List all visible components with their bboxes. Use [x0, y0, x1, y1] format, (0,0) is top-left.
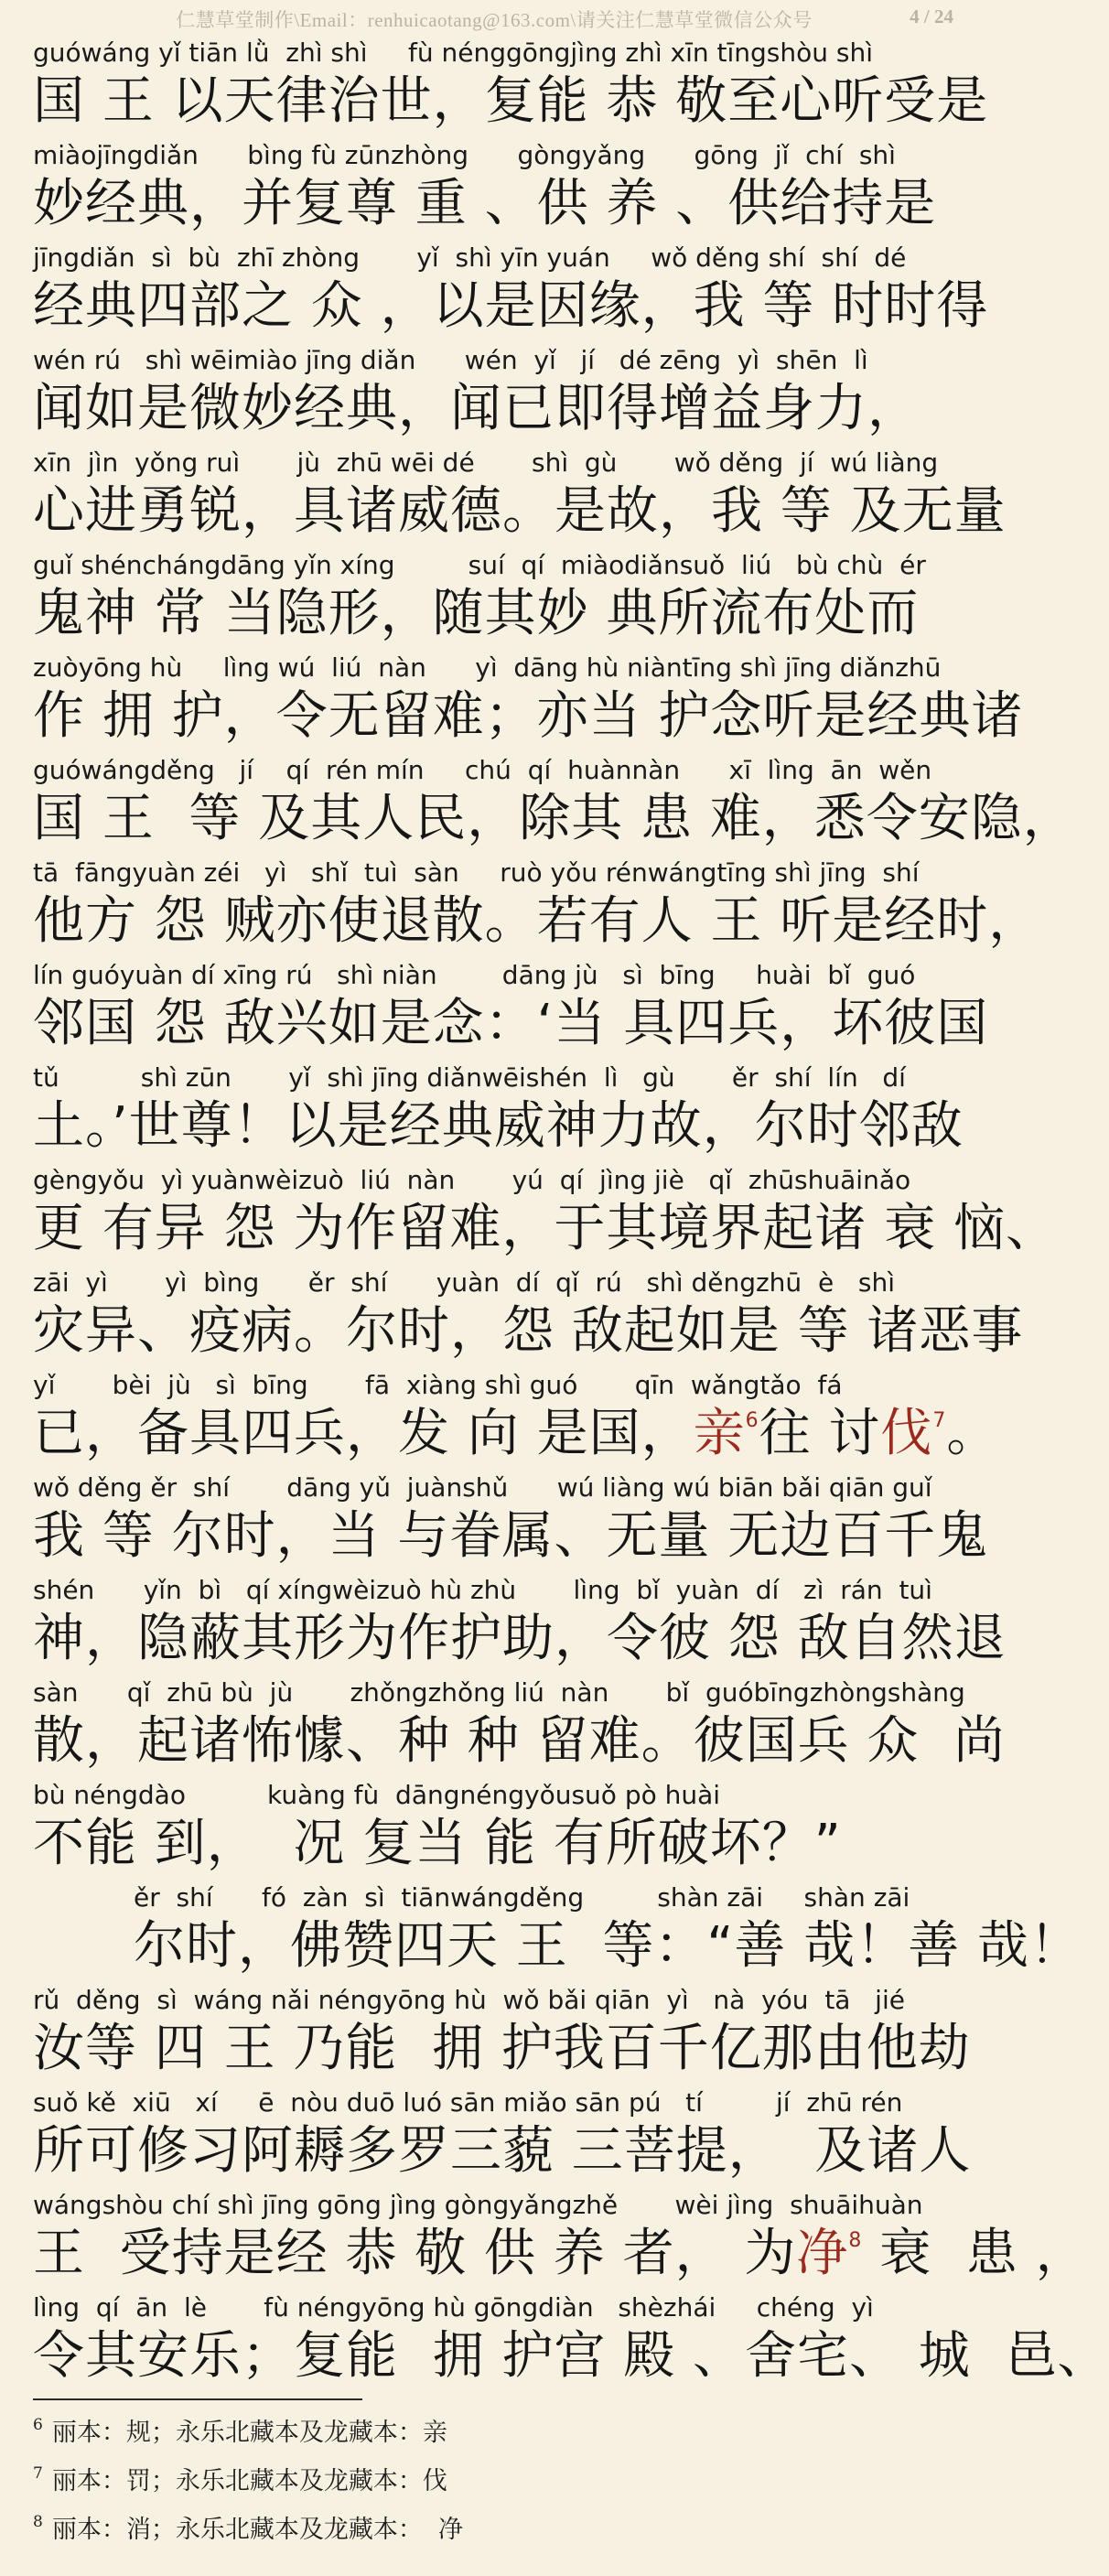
text-line	[33, 1164, 1059, 1266]
text-line	[33, 447, 1007, 549]
text-line	[33, 344, 955, 447]
text-line	[33, 1062, 964, 1164]
text-line	[33, 1676, 1007, 1779]
footnote-ref-8[interactable]: 8	[848, 2229, 863, 2252]
footnote-divider	[33, 2398, 362, 2400]
pinyin-row: sàn qǐ zhū bù jù zhǒngzhǒng liú nàn bǐ guóbīngzhòngshàng	[33, 1677, 965, 1708]
footnote-text: 丽本：消；永乐北藏本及龙藏本： 净	[51, 2516, 463, 2544]
hanzi-row: 心进勇锐，具诸威德。是故，我 等 及无量	[33, 481, 1007, 541]
page-number: 4 / 24	[910, 5, 953, 27]
text-line	[33, 139, 955, 242]
pinyin-row: ěr shí fó zàn sì tiānwángděng shàn zāi shàn zāi	[134, 1882, 910, 1913]
pinyin-row: guówángděng jí qí rén mín chú qí huànnàn xī lìng ān wěn	[33, 755, 932, 785]
hanzi-row: 国 王 以天律治世，复能 恭 敬至心听受是	[33, 71, 989, 131]
annotated-char: 净	[796, 2224, 849, 2283]
text-line	[33, 652, 1024, 754]
hanzi-row: 不能 到， 况 复当 能 有所破坏？”	[33, 1814, 842, 1873]
footnote-ref-7[interactable]: 7	[932, 1409, 947, 1432]
hanzi-row	[33, 1402, 999, 1466]
pinyin-row: miàojīngdiǎn bìng fù zūnzhòng gòngyǎng gōng jǐ chí shì	[33, 140, 896, 170]
pinyin-row: xīn jìn yǒng ruì jù zhū wēi dé shì gù wǒ děng jí wú liàng	[33, 447, 939, 478]
hanzi-row: 经典四部之 众 ，以是因缘，我 等 时时得	[33, 276, 989, 336]
hanzi-segment: 往 讨	[759, 1404, 881, 1463]
text-line	[33, 857, 1041, 959]
hanzi-row: 国 王 等 及其人民，除其 患 难，悉令安隐，	[33, 789, 1075, 848]
pinyin-row: wén rú shì wēimiào jīng diǎn wén yǐ jí dé zēng yì shēn lì	[33, 345, 868, 375]
text-line	[33, 37, 989, 139]
pinyin-row: yǐ bèi jù sì bīng fā xiàng shì guó qīn wǎngtǎo fá	[33, 1370, 843, 1400]
header-title: 仁慧草堂制作\Email：renhuicaotang@163.com\请关注仁慧草堂微信公众号	[176, 9, 813, 31]
pinyin-row: wǒ děng ěr shí dāng yǔ juànshǔ wú liàng wú biān bǎi qiān guǐ	[33, 1472, 932, 1503]
hanzi-row: 更 有异 怨 为作留难，于其境界起诸 衰 恼、	[33, 1199, 1059, 1258]
pinyin-row: tā fāngyuàn zéi yì shǐ tuì sàn ruò yǒu rénwángtīng shì jīng shí	[33, 857, 920, 888]
pinyin-row: bù néngdào kuàng fù dāngnéngyǒusuǒ pò huài	[33, 1780, 721, 1810]
footnote-ref-6[interactable]: 6	[745, 1409, 759, 1432]
hanzi-row: 闻如是微妙经典，闻已即得增益身力，	[33, 379, 920, 438]
pinyin-row: guówáng yǐ tiān lǜ zhì shì fù nénggōngjìng zhì xīn tīngshòu shì	[33, 38, 874, 68]
text-line	[33, 1984, 971, 2086]
pinyin-row: guǐ shénchángdāng yǐn xíng suí qí miàodiǎnsuǒ liú bù chù ér	[33, 550, 926, 580]
text-line	[33, 1779, 955, 1881]
text-line	[33, 1266, 1024, 1369]
footnote-number: 6	[33, 2416, 43, 2434]
text-line	[33, 1574, 1007, 1676]
hanzi-row: 作 拥 护，令无留难；亦当 护念听是经典诸	[33, 686, 1024, 746]
footnote-8	[33, 2513, 856, 2548]
hanzi-segment: 。	[946, 1404, 999, 1463]
hanzi-row: 他方 怨 贼亦使退散。若有人 王 听是经时，	[33, 891, 1041, 951]
hanzi-row	[33, 2222, 1088, 2286]
hanzi-row: 妙经典，并复尊 重 、供 养 、供给持是	[33, 174, 937, 233]
pinyin-row: lín guóyuàn dí xīng rú shì niàn dāng jù sì bīng huài bǐ guó	[33, 960, 916, 990]
text-line	[33, 242, 989, 344]
text-line	[33, 549, 955, 652]
text-line	[33, 1369, 999, 1471]
pinyin-row: rǔ děng sì wáng nǎi néngyōng hù wǒ bǎi qiān yì nà yóu tā jié	[33, 1985, 905, 2015]
footnote-text: 丽本：规；永乐北藏本及龙藏本：亲	[51, 2419, 447, 2447]
pinyin-row: zuòyōng hù lìng wú liú nàn yì dāng hù niàntīng shì jīng diǎnzhū	[33, 652, 942, 683]
text-line	[33, 754, 1075, 857]
hanzi-row: 灾异、疫病。尔时，怨 敌起如是 等 诸恶事	[33, 1301, 1024, 1361]
hanzi-row: 土。’世尊！以是经典威神力故，尔时邻敌	[33, 1096, 964, 1156]
footnote-6	[33, 2416, 856, 2451]
pinyin-row: wángshòu chí shì jīng gōng jìng gòngyǎngzhě wèi jìng shuāihuàn	[33, 2190, 923, 2220]
hanzi-segment: 衰 患 ，	[862, 2224, 1088, 2283]
pinyin-row: lìng qí ān lè fù néngyōng hù gōngdiàn shèzhái chéng yì	[33, 2292, 874, 2323]
footnote-7	[33, 2464, 856, 2499]
footnote-number: 7	[33, 2464, 43, 2483]
hanzi-row: 鬼神 常 当隐形，随其妙 典所流布处而	[33, 584, 920, 643]
text-line	[33, 2086, 972, 2189]
pinyin-row: zāi yì yì bìng ěr shí yuàn dí qǐ rú shì děngzhū è shì	[33, 1267, 896, 1298]
annotated-char: 伐	[880, 1404, 933, 1463]
hanzi-row: 我 等 尔时，当 与眷属、无量 无边百千鬼	[33, 1506, 989, 1566]
text-line	[33, 959, 989, 1062]
hanzi-segment: 王 受持是经 恭 敬 供 养 者， 为	[33, 2224, 797, 2283]
text-line	[33, 2291, 1109, 2394]
hanzi-row: 令其安乐；复能 拥 护宫 殿 、舍宅、 城 邑、	[33, 2326, 1109, 2386]
hanzi-row: 邻国 怨 敌兴如是念：‘当 具四兵，坏彼国	[33, 994, 989, 1053]
hanzi-row: 汝等 四 王 乃能 拥 护我百千亿那由他劫	[33, 2019, 971, 2078]
text-line-indented	[134, 1881, 1082, 1984]
hanzi-row: 神，隐蔽其形为作护助，令彼 怨 敌自然退	[33, 1609, 1007, 1668]
text-line	[33, 1471, 989, 1574]
hanzi-row: 尔时，佛赞四天 王 等：“善 哉！善 哉！	[134, 1916, 1082, 1976]
hanzi-segment: 已，备具四兵，发 向 是国，	[33, 1404, 694, 1463]
pinyin-row: shén yǐn bì qí xíngwèizuò hù zhù lìng bǐ yuàn dí zì rán tuì	[33, 1575, 932, 1605]
pinyin-row: jīngdiǎn sì bù zhī zhòng yǐ shì yīn yuán wǒ děng shí shí dé	[33, 243, 907, 273]
pinyin-row: suǒ kě xiū xí ē nòu duō luó sān miǎo sān pú tí jí zhū rén	[33, 2087, 903, 2118]
annotated-char: 亲	[693, 1404, 746, 1463]
hanzi-row: 所可修习阿耨多罗三藐 三菩提， 及诸人	[33, 2121, 972, 2181]
footnote-text: 丽本：罚；永乐北藏本及龙藏本：伐	[51, 2467, 447, 2495]
hanzi-row: 散，起诸怖懅、种 种 留难。彼国兵 众 尚	[33, 1711, 1007, 1771]
pinyin-row: gèngyǒu yì yuànwèizuò liú nàn yú qí jìng jiè qǐ zhūshuāinǎo	[33, 1165, 911, 1195]
footnote-number: 8	[33, 2513, 43, 2531]
pinyin-row: tǔ shì zūn yǐ shì jīng diǎnwēishén lì gù ěr shí lín dí	[33, 1062, 906, 1093]
text-line	[33, 2189, 1088, 2291]
